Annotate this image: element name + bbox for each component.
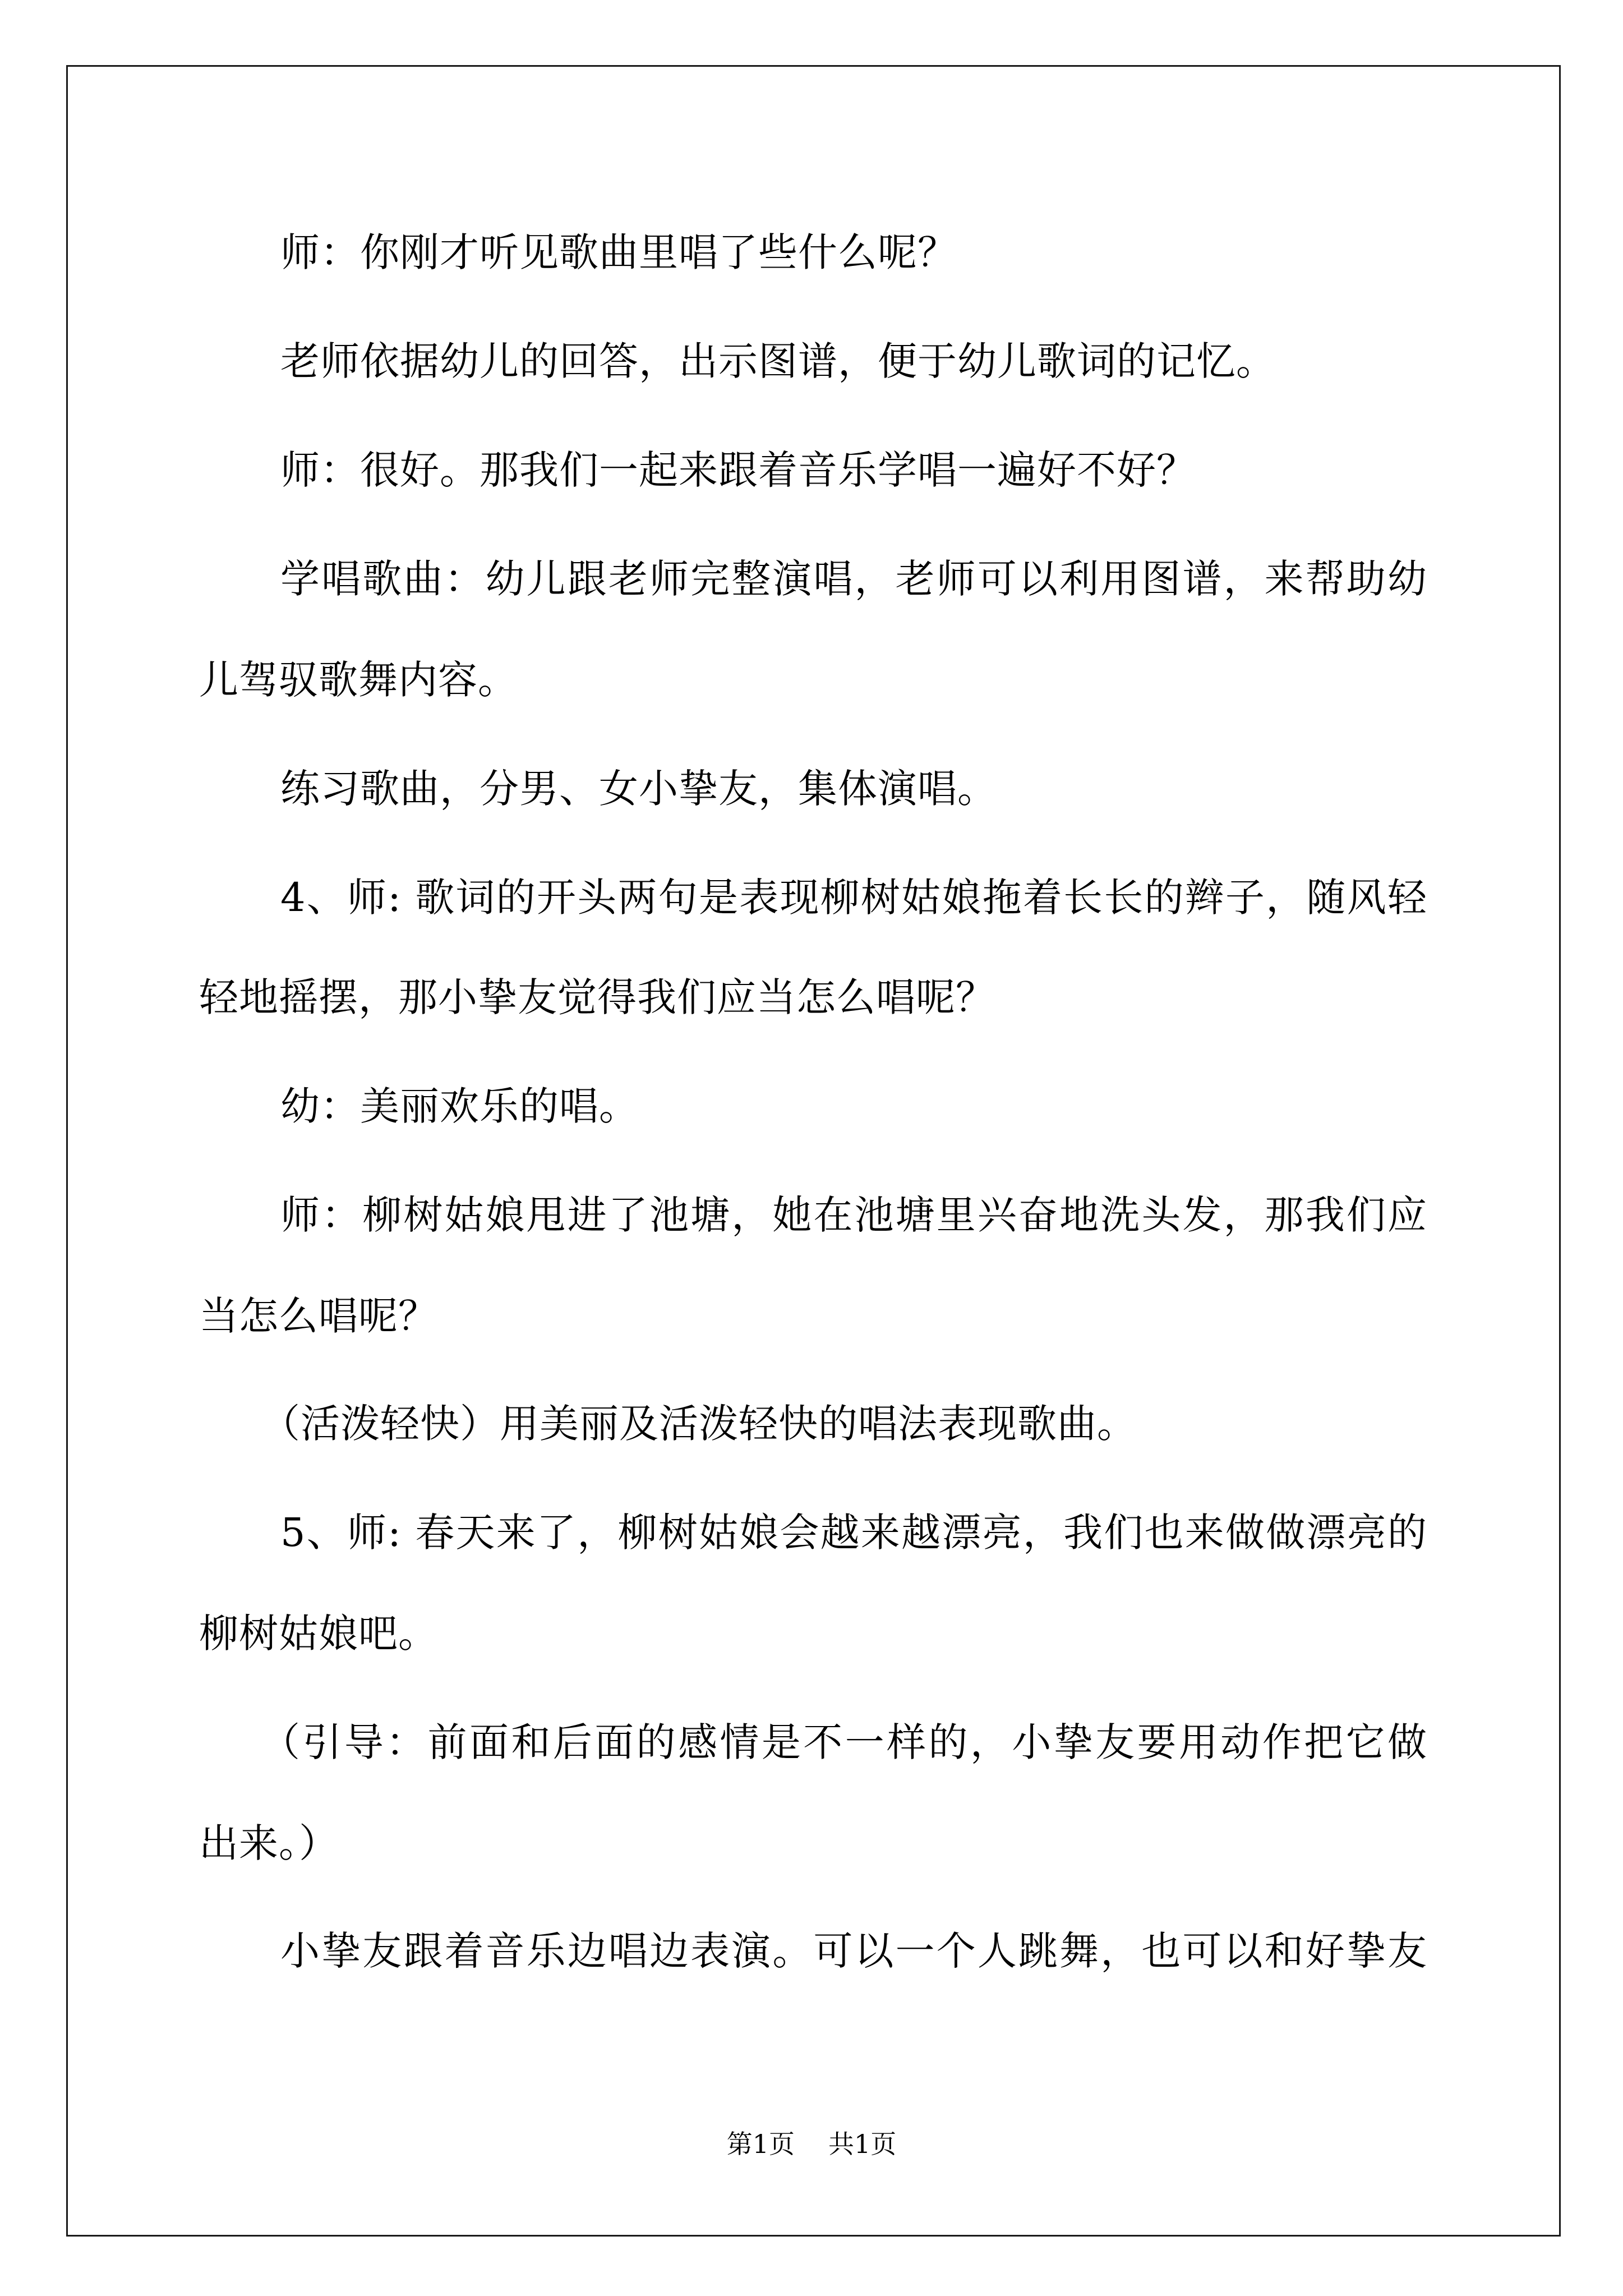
- paragraph-line: 老师依据幼儿的回答，出示图谱，便于幼儿歌词的记忆。: [280, 338, 1276, 384]
- paragraph-line: 儿驾驭歌舞内容。: [199, 657, 518, 703]
- paragraph-line: 当怎么唱呢？: [199, 1293, 438, 1339]
- paragraph-line: 学唱歌曲：幼儿跟老师完整演唱，老师可以利用图谱，来帮助幼: [280, 556, 1427, 602]
- paragraph-line: 轻地摇摆，那小挚友觉得我们应当怎么唱呢？: [199, 974, 995, 1020]
- paragraph-line: 5、师: 春天来了，柳树姑娘会越来越漂亮，我们也来做做漂亮的: [280, 1510, 1427, 1556]
- page-total: 共1页: [828, 2129, 897, 2159]
- paragraph-line: （引导：前面和后面的感情是不一样的，小挚友要用动作把它做: [261, 1719, 1427, 1765]
- paragraph-line: 幼：美丽欢乐的唱。: [280, 1083, 639, 1129]
- paragraph-line: 出来。）: [199, 1820, 339, 1866]
- paragraph-line: （活泼轻快）用美丽及活泼轻快的唱法表现歌曲。: [261, 1401, 1137, 1447]
- paragraph-line: 柳树姑娘吧。: [199, 1611, 438, 1657]
- paragraph-line: 师：柳树姑娘甩进了池塘，她在池塘里兴奋地洗头发，那我们应: [280, 1192, 1427, 1238]
- paragraph-line: 练习歌曲，分男、女小挚友，集体演唱。: [280, 766, 997, 812]
- paragraph-line: 师：你刚才听见歌曲里唱了些什么呢？: [280, 229, 957, 275]
- paragraph-line: 4、师: 歌词的开头两句是表现柳树姑娘拖着长长的辫子，随风轻: [280, 875, 1427, 921]
- paragraph-line: 小挚友跟着音乐边唱边表演。可以一个人跳舞，也可以和好挚友: [280, 1928, 1427, 1974]
- paragraph-line: 师：很好。那我们一起来跟着音乐学唱一遍好不好？: [280, 447, 1196, 493]
- page-footer: [0, 2127, 1623, 2161]
- page-border: [66, 65, 1561, 2237]
- page-number: 第1页: [726, 2129, 795, 2159]
